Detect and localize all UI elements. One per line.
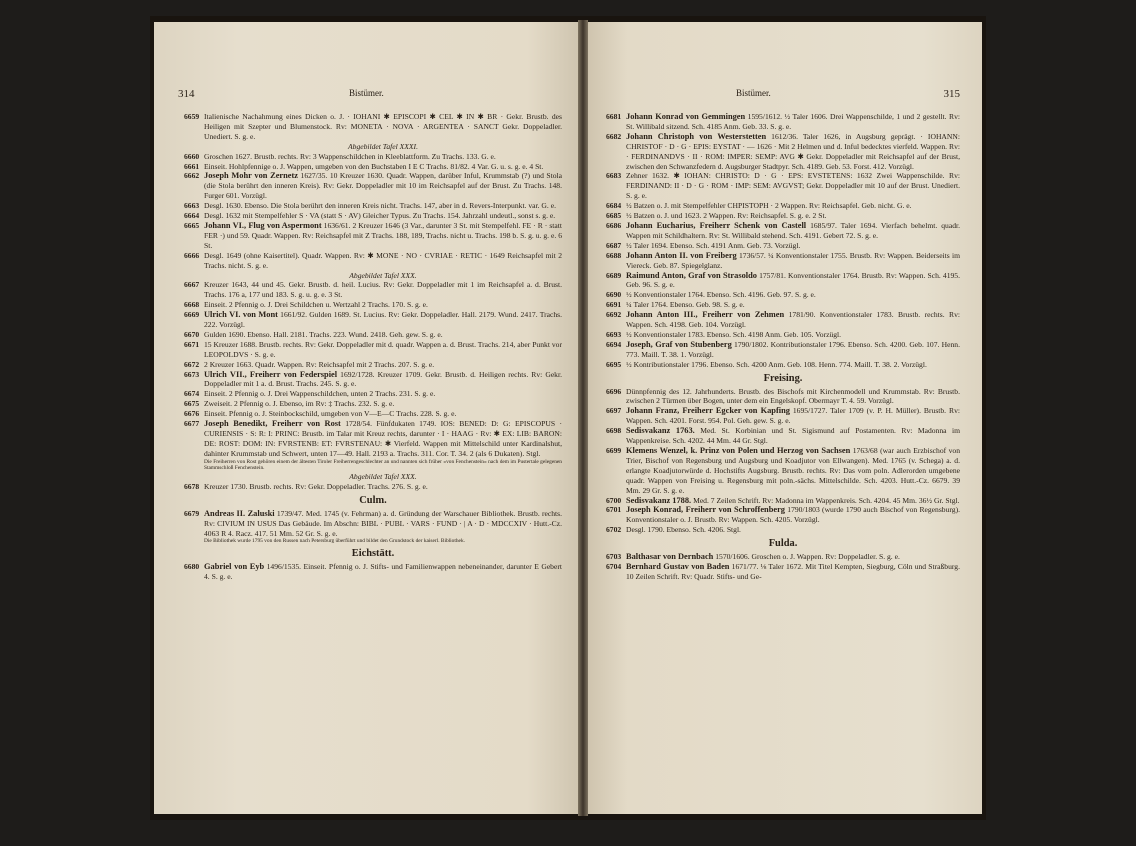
lot-number: 6698 [606,426,622,436]
entry-text: Gulden 1690. Ebenso. Hall. 2181. Trachs. 223. Wund. 2418. Geh. gew. S. g. e. [204,329,443,339]
lot-number: 6668 [184,300,200,310]
lot-number: 6693 [606,329,622,339]
catalog-entry [606,251,960,271]
entry-text: 1595/1612. ½ Taler 1606. Drei Wappenschilde, 1 und 2 gestellt. Rv: St. Willibald sitzend. Sch. 4185 Anm. Geb. 33. S. g. e. [626,112,960,131]
entry-text: 1627/35. 10 Kreuzer 1630. Quadr. Wappen, darüber Inful, Krummstab (?) und Stola (die Stola berührt den inneren Kreis). Rv: Gekr. Doppeladler mit 10 im Reichsapfel auf der Brust. Zu Trachs. 148. Furger 601. Vorzügl. [204,171,563,201]
entry-text: ½ Batzen o. J. mit Stempelfehler CHPISTOPH · 2 Wappen. Rv: Reichsapfel. Geb. nicht. G. e. [626,201,912,211]
lot-number: 6691 [606,300,622,310]
ruler-name: Johann Christoph von Westerstetten [626,131,767,141]
catalog-entry [184,211,562,221]
plate-reference: Abgebildet Tafel XXX. [349,270,417,280]
lot-number: 6660 [184,151,200,161]
lot-number: 6703 [606,552,622,562]
catalog-entry [184,251,562,281]
catalog-entry [606,505,960,525]
ruler-name: Balthasar von Dernbach [626,552,714,562]
catalog-entry [606,525,960,535]
catalog-entry [606,271,960,291]
ruler-name: Andreas II. Zaluski [204,508,275,518]
ruler-name: Bernhard Gustav von Baden [626,562,730,572]
catalog-entry [606,340,960,360]
lot-number: 6670 [184,329,200,339]
section-heading: Culm. [359,494,387,506]
entry-text: 1661/92. Gulden 1689. St. Lucius. Rv: Gekr. Doppeladler. Hall. 2179. Wund. 2417. Trachs. 222. Vorzügl. [204,310,563,330]
lot-number: 6700 [606,495,622,505]
entry-text: 15 Kreuzer 1688. Brustb. rechts. Rv: Gekr. Doppeladler mit d. quadr. Wappen a. d. Brust. Trachs. 214, aber Punkt vor LEOPOLDVS · S. g. e. [204,339,562,359]
entry-text: 1736/57. ¼ Konventionstaler 1755. Brustb. Rv: Wappen. Beiderseits im Viereck. Geb. 87. Spiegelglanz. [626,250,960,270]
entry-text: 1757/81. Konventionstaler 1764. Brustb. Rv: Wappen. Sch. 4195. Geb. 96. S. g. e. [626,270,960,290]
catalog-entry [606,211,960,221]
ruler-name: Johann Franz, Freiherr Egcker von Kapfing [626,406,790,416]
catalog-entry [184,399,562,409]
lot-number: 6702 [606,525,622,535]
catalog-entry [606,310,960,330]
lot-number: 6699 [606,446,622,455]
catalog-entry [606,290,960,300]
ruler-name: Johann Anton II. von Freiberg [626,250,737,260]
catalog-entry [184,562,562,582]
catalog-entry [606,221,960,241]
entry-text: Einseit. 2 Pfennig o. J. Drei Wappenschildchen, unten 2 Trachs. 231. S. g. e. [204,389,436,399]
entry-text: Desgl. 1790. Ebenso. Sch. 4206. Stgl. [626,525,741,535]
entry-text: 1763/68 (war auch Erzbischof von Trier, Bischof von Regensburg und Augsburg und Koadjutor von Ellwangen). Med. 1765 (v. Schega) a. d. erlangte Koadjutorwürde d. Hochstifts Augsburg. Brustb. rechts. Rv: Das vom poln. Adlerorden umgebene quadr. Wappen von Freising u. Regensburg mit poln.-sächs. Mittelschilde. Sch. 4203. Hutt.-Cz. 6679. 39 Mm. 29 Gr. S. g. e. [626,446,961,495]
lot-number: 6684 [606,201,622,211]
catalog-entry [606,406,960,426]
right-page [588,22,982,814]
catalog-entry [184,389,562,399]
ruler-name: Joseph Mohr von Zernetz [204,171,299,181]
running-head: Bistümer. [736,88,771,98]
lot-number: 6679 [184,508,200,518]
page-number: 314 [178,88,195,100]
ruler-name: Klemens Wenzel, k. Prinz von Polen und Herzog von Sachsen [626,446,851,455]
lot-number: 6682 [606,131,622,141]
lot-number: 6694 [606,339,622,349]
entry-text: 1570/1606. Groschen o. J. Wappen. Rv: Doppeladler. S. g. e. [715,552,900,562]
catalog-entry [184,360,562,370]
entry-text: ½ Taler 1694. Ebenso. Sch. 4191 Anm. Geb. 73. Vorzügl. [626,240,801,250]
entry-text: 1496/1535. Einseit. Pfennig o. J. Stifts- und Familienwappen nebeneinander, darunter E Gebert 4. S. g. e. [204,562,562,581]
catalog-entry [184,112,562,152]
ruler-name: Gabriel von Eyb [204,562,265,572]
ruler-name: Johann Anton III., Freiherr von Zehmen [626,310,785,320]
entry-text: Med. 7 Zeilen Schrift. Rv: Madonna im Wappenkreis. Sch. 4204. 45 Mm. 36½ Gr. Stgl. [693,495,960,505]
catalog-entry [184,419,562,482]
ruler-name: Sedisvakanz 1763. [626,426,695,436]
lot-number: 6669 [184,310,200,320]
entry-text: Dünnpfennig des 12. Jahrhunderts. Brustb. des Bischofs mit Kirchenmodell und Krummstab. Rv: Brustb. zwischen 2 Türmen über Bogen, unter dem ein Engelskopf. Obermayr T. 4. 59. Vorzügl. [626,386,960,406]
ruler-name: Joseph Konrad, Freiherr von Schroffenberg [626,505,785,515]
catalog-entry [606,496,960,506]
footnote: Die Freiherren von Rost gehören einem der ältesten Tiroler Freiherrengeschlechter an und nannten sich früher »von Fenchenstein« nach dem im Pustertale gelegenen Stammschloß Fenchenstein. [204,458,562,472]
lot-number: 6662 [184,171,200,181]
entry-text: 1695/1727. Taler 1709 (v. P. H. Müller). Brustb. Rv: Wappen. Sch. 4201. Forst. 954. Pol. Geh. gew. S. g. e. [626,406,960,426]
lot-number: 6688 [606,250,622,260]
catalog-entry [184,162,562,172]
lot-number: 6664 [184,211,200,221]
lot-number: 6680 [184,562,200,572]
lot-number: 6696 [606,386,622,396]
entry-text: 1671/77. ⅛ Taler 1672. Mit Titel Kempten, Siegburg, Cöln und Straßburg. 10 Zeilen Schrift. Rv: Quadr. Stifts- und Ge- [626,562,960,581]
lot-number: 6675 [184,399,200,409]
lot-number: 6667 [184,280,200,290]
catalog-entry [606,132,960,172]
book-gutter [578,20,588,816]
lot-number: 6677 [184,419,200,429]
lot-number: 6701 [606,505,622,515]
entry-text: 1739/47. Med. 1745 (v. Fehrman) a. d. Gründung der Warschauer Bibliothek. Brustb. rechts. Rv: CIVIUM IN USUS Das Gebäude. Im Abschn: BIBL · PUBL · VARS · FUND · | A · D · MDCCXIV · Hutt.-Cz. 4063 R 4. Racz. 417. 51 Mm. 52 Gr. S. g. e. [204,508,562,538]
lot-number: 6704 [606,562,622,572]
catalog-entry [606,201,960,211]
entry-text: Zweiseit. 2 Pfennig o. J. Ebenso, im Rv: ‡ Trachs. 232. S. g. e. [204,399,395,409]
catalog-entry [184,310,562,330]
entry-text: ½ Konventionstaler 1764. Ebenso. Sch. 4196. Geb. 97. S. g. e. [626,290,816,300]
ruler-name: Johann VI., Flug von Aspermont [204,220,322,230]
entry-text: Desgl. 1632 mit Stempelfehler S · VA (statt S · AV) Gleicher Typus. Zu Trachs. 154. Jahrzahl undeutl., sonst s. g. e. [204,211,556,221]
entry-text: 1612/36. Taler 1626, in Augsburg geprägt. · IOHANN: CHRISTOF · D · G · EPIS: EYSTAT · — 1626 · Mit 2 Helmen und d. Inful bedecktes vierfeld. Wappen. Rv: · FERDINANDVS · II · ROM: IMPER: SEMP: AVG ✱ Gekr. Doppeladler mit Reichsapfel auf der Brust, zwischen den Schwanzfedern d. Augsburger Stadtpyr. Sch. 4189. Geb. 53. Forst. 412. Vorzügl. [626,131,960,171]
entry-text: 1692/1728. Kreuzer 1709. Gekr. Brustb. d. Heiligen rechts. Rv: Gekr. Doppeladler mit 1 a. d. Brust. Trachs. 245. S. g. e. [204,369,562,389]
entry-text: 1728/54. Fünfdukaten 1749. IOS: BENED: D: G: EPISCOPUS · CURIENSIS · S: R: I: PRINC: Brustb. im Talar mit Kreuz rechts, darunter · I · HAAG · Rv: ✱ EX: LIB: BARON: DE: ROST: DOM: IN: FVRSTENB: ET: FVRSTENAU: ✱ Vierfeld. Wappen mit Mittelschild unter Kardinalshut, dahinter Krummstab und Schwert, unten 17—49. Hall. 2193 a. Trachs. 311. Cor. T. 34. 2 (als 6 Dukaten). Stgl. [204,419,562,458]
entry-text: Groschen 1627. Brustb. rechts. Rv: 3 Wappenschildchen in Kleeblattform. Zu Trachs. 133. G. e. [204,151,496,161]
entry-text: 2 Kreuzer 1663. Quadr. Wappen. Rv: Reichsapfel mit 2 Trachs. 207. S. g. e. [204,359,435,369]
catalog-entry [184,340,562,360]
lot-number: 6666 [184,250,200,260]
lot-number: 6697 [606,406,622,416]
entry-text: Desgl. 1630. Ebenso. Die Stola berührt den inneren Kreis nicht. Trachs. 147, aber in d. Revers-Interpunkt. var. G. e. [204,201,556,211]
catalog-entry [184,152,562,162]
catalog-entry [606,562,960,582]
catalog-entry [184,300,562,310]
ruler-name: Ulrich VI. von Mont [204,310,278,320]
plate-reference: Abgebildet Tafel XXX. [349,471,417,481]
entry-text: ½ Batzen o. J. und 1623. 2 Wappen. Rv: Reichsapfel. S. g. e. 2 St. [626,211,827,221]
entry-text: Italienische Nachahmung eines Dicken o. J. · IOHANI ✱ EPISCOPI ✱ CEL ✱ IN ✱ BR · Gekr. Brustb. des Heiligen mit Szepter und Blumenstock. Rv: MONETA · NOVA · ARGENTEA · SANCT Gekr. Doppeladler. Unediert. S. g. e. [204,112,562,141]
lot-number: 6686 [606,220,622,230]
lot-number: 6676 [184,409,200,419]
catalog-column [606,112,960,582]
lot-number: 6674 [184,389,200,399]
catalog-entry [606,112,960,132]
lot-number: 6683 [606,171,622,181]
catalog-entry [184,280,562,300]
catalog-entry [184,370,562,390]
entry-text: Einseit. Hohlpfennige o. J. Wappen, umgeben von den Buchstaben I E C Trachs. 81/82. 4 Var. G. u. s. g. e. 4 St. [204,161,544,171]
catalog-entry [606,330,960,340]
entry-text: Kreuzer 1643, 44 und 45. Gekr. Brustb. d. heil. Lucius. Rv: Gekr. Doppeladler mit 1 im Reichsapfel a. d. Brust. Trachs. 176 a, 177 und 183. S. g. u. g. e. 3 St. [204,280,562,300]
catalog-entry [184,482,562,492]
entry-text: 1790/1802. Kontributionstaler 1796. Ebenso. Sch. 4200. Geb. 107. Henn. 773. Maill. T. 38. 1. Vorzügl. [626,339,961,359]
catalog-entry [606,426,960,446]
lot-number: 6661 [184,161,200,171]
catalog-entry [184,330,562,340]
lot-number: 6671 [184,339,200,349]
page-number: 315 [943,88,960,100]
ruler-name: Johann Eucharius, Freiherr Schenk von Castell [626,220,807,230]
ruler-name: Raimund Anton, Graf von Strasoldo [626,270,757,280]
footnote: Die Bibliothek wurde 1795 von den Russen nach Petersburg überführt und bildet den Grundstock der kaiserl. Bibliothek. [204,538,465,545]
catalog-entry [606,552,960,562]
entry-text: 1685/97. Taler 1694. Vierfach behelmt. quadr. Wappen mit Schildhaltern. Rv: St. Willibald stehend. Sch. 4191. Gebert 72. S. g. e. [626,220,960,240]
catalog-entry [606,360,960,370]
entry-text: Med. St. Korbinian und St. Sigismund auf Postamenten. Rv: Madonna im Wappenkreise. Sch. 4202. 44 Mm. 44 Gr. Stgl. [626,426,960,446]
left-page [154,22,578,814]
ruler-name: Johann Konrad von Gemmingen [626,112,746,121]
lot-number: 6678 [184,481,200,491]
entry-text: 1781/90. Konventionstaler 1783. Brustb. rechts. Rv: Wappen. Sch. 4198. Geb. 104. Vorzügl. [626,310,960,330]
lot-number: 6695 [606,359,622,369]
catalog-entry [606,241,960,251]
entry-text: Einseit. Pfennig o. J. Steinbockschild, umgeben von V—E—C Trachs. 228. S. g. e. [204,409,457,419]
entry-text: Desgl. 1649 (ohne Kaisertitel). Quadr. Wappen. Rv: ✱ MONE · NO · CVRIAE · RETIC · 1649 Reichsapfel mit 2 Trachs. nicht. S. g. e. [204,250,562,270]
section-heading: Eichstätt. [351,548,395,560]
catalog-entry [184,221,562,251]
ruler-name: Sedisvakanz 1788. [626,495,692,505]
lot-number: 6681 [606,112,622,121]
catalog-entry [606,387,960,407]
lot-number: 6685 [606,211,622,221]
entry-text: Zehner 1632. ✱ IOHAN: CHRISTO: D · G · EPS: EVSTETENS: 1632 Zwei Wappenschilde. Rv: FERDINAND: II · D · G · ROM · IMP: SEM: AVGVST; Gekr. Doppeladler mit 10 auf der Brust. Unediert. S. g. e. [626,171,960,201]
lot-number: 6689 [606,270,622,280]
lot-number: 6665 [184,220,200,230]
lot-number: 6687 [606,240,622,250]
entry-text: 1790/1803 (wurde 1790 auch Bischof von Regensburg). Konventionstaler o. J. Brustb. Rv: Wappen. Sch. 4205. Vorzügl. [626,505,961,525]
plate-reference: Abgebildet Tafel XXXI. [348,141,418,151]
lot-number: 6690 [606,290,622,300]
catalog-entry [184,171,562,201]
section-heading: Fulda. [768,538,798,550]
entry-text: Einseit. 2 Pfennig o. J. Drei Schildchen u. Wertzahl 2 Trachs. 170. S. g. e. [204,300,428,310]
entry-text: 1636/61. 2 Kreuzer 1646 (3 Var., darunter 3 St. mit Stempelfehl. FE · R · statt FER ·) und 59. Quadr. Wappen. Rv: Reichsapfel mit Z Trachs. 188, 189, Trachs. nicht u. Trachs. 198 b. S. g. u. g. e. 6 St. [204,220,562,250]
lot-number: 6692 [606,310,622,320]
catalog-entry [606,300,960,310]
lot-number: 6659 [184,112,200,121]
ruler-name: Joseph Benedikt, Freiherr von Rost [204,419,341,429]
catalog-entry [606,446,960,496]
catalog-entry [184,409,562,419]
entry-text: Kreuzer 1730. Brustb. rechts. Rv: Gekr. Doppeladler. Trachs. 276. S. g. e. [204,481,428,491]
entry-text: ½ Kontributionstaler 1796. Ebenso. Sch. 4200 Anm. Geb. 108. Henn. 774. Maill. T. 38. 2. Vorzügl. [626,359,927,369]
entry-text: ½ Konventionstaler 1783. Ebenso. Sch. 4198 Anm. Geb. 105. Vorzügl. [626,329,842,339]
open-book [150,16,986,820]
catalog-entry [606,171,960,201]
section-heading: Freising. [763,372,803,384]
lot-number: 6672 [184,359,200,369]
lot-number: 6673 [184,369,200,379]
ruler-name: Ulrich VII., Freiherr von Federspiel [204,369,338,379]
entry-text: ¼ Taler 1764. Ebenso. Geb. 98. S. g. e. [626,300,745,310]
catalog-entry [184,509,562,545]
ruler-name: Joseph, Graf von Stubenberg [626,339,732,349]
running-head: Bistümer. [349,88,384,98]
catalog-entry [184,201,562,211]
catalog-column [184,112,562,582]
lot-number: 6663 [184,201,200,211]
